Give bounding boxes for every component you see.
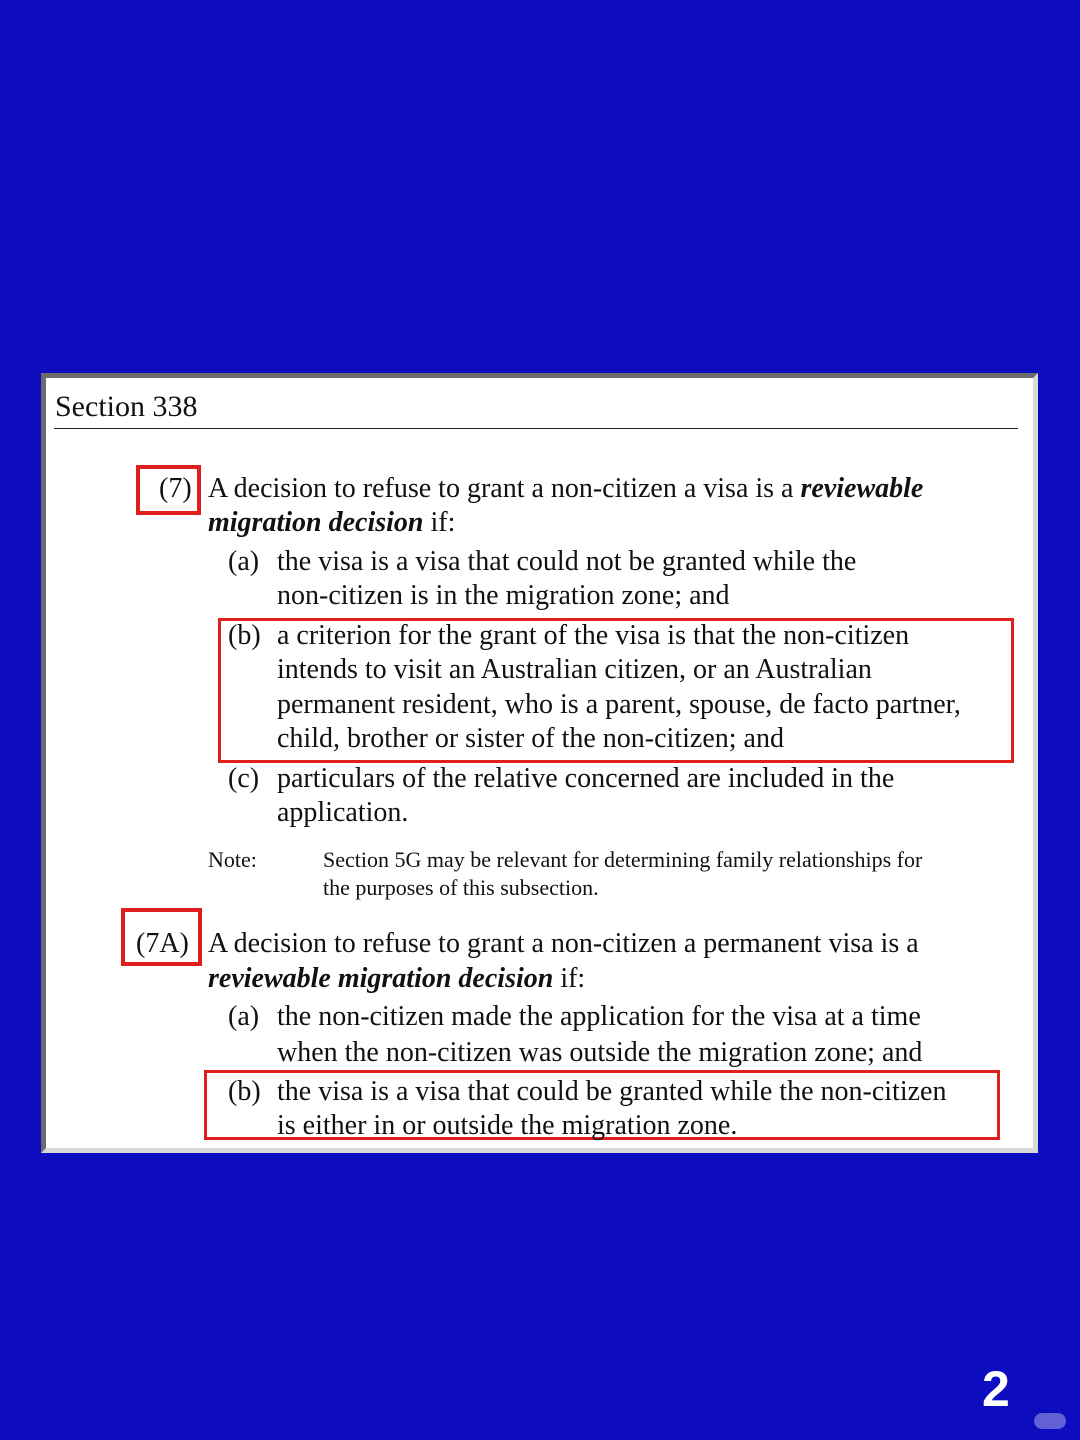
item-7c-line: application. (277, 797, 409, 828)
note-label: Note: (208, 847, 257, 872)
section-title: Section 338 (55, 390, 198, 423)
subsection-7-line-2: migration decision if: (208, 507, 456, 538)
page-number: 2 (982, 1361, 1010, 1417)
item-7c-marker: (c) (228, 763, 260, 794)
term-reviewable: reviewable (800, 473, 924, 504)
subsection-7a-line-1: A decision to refuse to grant a non-citizen a permanent visa is a (208, 928, 919, 959)
item-7b-line: intends to visit an Australian citizen, or an Australian (277, 654, 872, 685)
item-7a-marker: (a) (228, 546, 260, 577)
subsection-7a-line-2: reviewable migration decision if: (208, 963, 586, 994)
item-7b-line: permanent resident, who is a parent, spouse, de facto partner, (277, 689, 961, 720)
subsection-7-number: (7) (159, 473, 192, 504)
note-text: Section 5G may be relevant for determining family relationships for (323, 847, 923, 872)
document-excerpt (41, 373, 1038, 1153)
term-migration-decision: migration decision (208, 507, 424, 538)
item-7aa-line: the non-citizen made the application for the visa at a time (277, 1001, 921, 1032)
item-7b-line: child, brother or sister of the non-citizen; and (277, 723, 784, 754)
note-text: the purposes of this subsection. (323, 875, 599, 900)
heading-divider (54, 428, 1018, 429)
item-7b-marker: (b) (228, 620, 261, 651)
subsection-7-line-1: A decision to refuse to grant a non-citizen a visa is a reviewable (208, 473, 924, 504)
item-7ab-marker: (b) (228, 1076, 261, 1107)
watermark-logo (1034, 1413, 1066, 1429)
item-7ab-line: the visa is a visa that could be granted while the non-citizen (277, 1076, 947, 1107)
term-reviewable-migration-decision: reviewable migration decision (208, 963, 554, 994)
item-7a-line: the visa is a visa that could not be granted while the (277, 546, 857, 577)
item-7a-line: non-citizen is in the migration zone; and (277, 580, 730, 611)
item-7c-line: particulars of the relative concerned are included in the (277, 763, 895, 794)
item-7aa-marker: (a) (228, 1001, 260, 1032)
item-7ab-line: is either in or outside the migration zone. (277, 1110, 738, 1141)
item-7b-line: a criterion for the grant of the visa is that the non-citizen (277, 620, 910, 651)
item-7aa-line: when the non-citizen was outside the migration zone; and (277, 1037, 923, 1068)
subsection-7a-number: (7A) (136, 928, 189, 959)
